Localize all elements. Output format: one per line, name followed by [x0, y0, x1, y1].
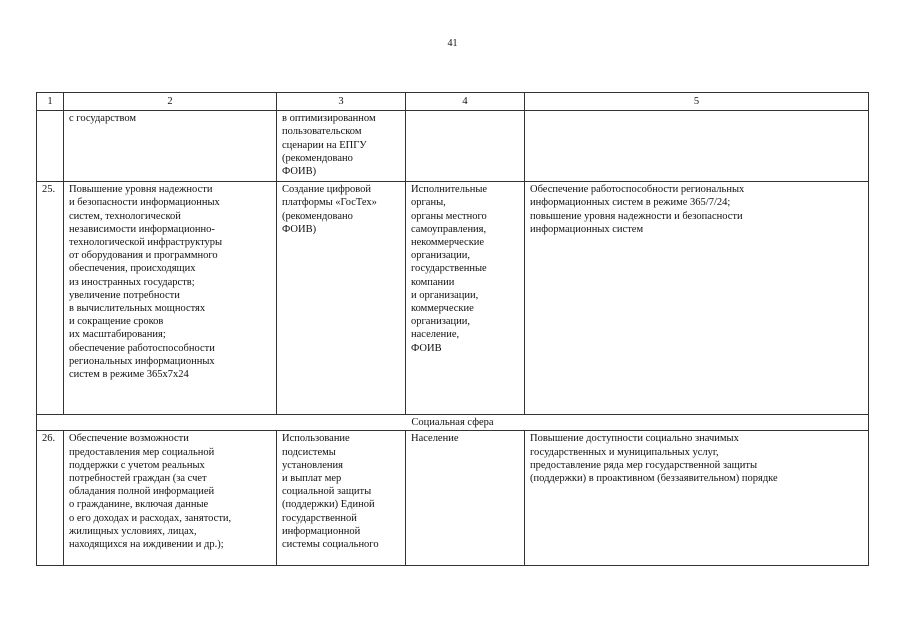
participants-cell: Население	[406, 431, 525, 566]
row-number-cell: 25.	[37, 182, 64, 415]
column-header-1: 1	[37, 93, 64, 111]
participants-cell	[406, 111, 525, 182]
column-header-2: 2	[64, 93, 277, 111]
section-title: Социальная сфера	[37, 415, 869, 431]
effect-cell	[525, 111, 869, 182]
measure-cell: с государством	[64, 111, 277, 182]
table-row	[37, 431, 869, 566]
row-number-cell: 26.	[37, 431, 64, 566]
column-header-3: 3	[277, 93, 406, 111]
section-row	[37, 415, 869, 431]
measure-cell: Обеспечение возможности предоставления мер социальной поддержки с учетом реальных потребностей граждан (за счет обладания полной информацией о гражданине, включая данные о его доходах и расходах, занятости, жилищных условиях, лицах, находящихся на иждивении и др.);	[64, 431, 277, 566]
table-header-row	[37, 93, 869, 111]
measure-cell: Повышение уровня надежности и безопасности информационных систем, технологической независимости информационно- технологической инфраструктуры от оборудования и программного обеспечения, происходящих из иностранных государств; увеличение потребности в вычислительных мощностях и сокращение сроков их масштабирования; обеспечение работоспособности региональных информационных систем в режиме 365х7х24	[64, 182, 277, 415]
effect-cell: Обеспечение работоспособности региональных информационных систем в режиме 365/7/24; повышение уровня надежности и безопасности информационных систем	[525, 182, 869, 415]
tool-cell: Создание цифровой платформы «ГосТех» (рекомендовано ФОИВ)	[277, 182, 406, 415]
tool-cell: в оптимизированном пользовательском сценарии на ЕПГУ (рекомендовано ФОИВ)	[277, 111, 406, 182]
measures-table	[36, 92, 869, 566]
row-number-cell	[37, 111, 64, 182]
table-row	[37, 111, 869, 182]
tool-cell: Использование подсистемы установления и выплат мер социальной защиты (поддержки) Единой государственной информационной системы социального	[277, 431, 406, 566]
participants-cell: Исполнительные органы, органы местного самоуправления, некоммерческие организации, государственные компании и организации, коммерческие организации, население, ФОИВ	[406, 182, 525, 415]
column-header-5: 5	[525, 93, 869, 111]
effect-cell: Повышение доступности социально значимых государственных и муниципальных услуг, предоставление ряда мер государственной защиты (поддержки) в проактивном (беззаявительном) порядке	[525, 431, 869, 566]
page-number: 41	[447, 38, 458, 49]
column-header-4: 4	[406, 93, 525, 111]
table-row	[37, 182, 869, 415]
